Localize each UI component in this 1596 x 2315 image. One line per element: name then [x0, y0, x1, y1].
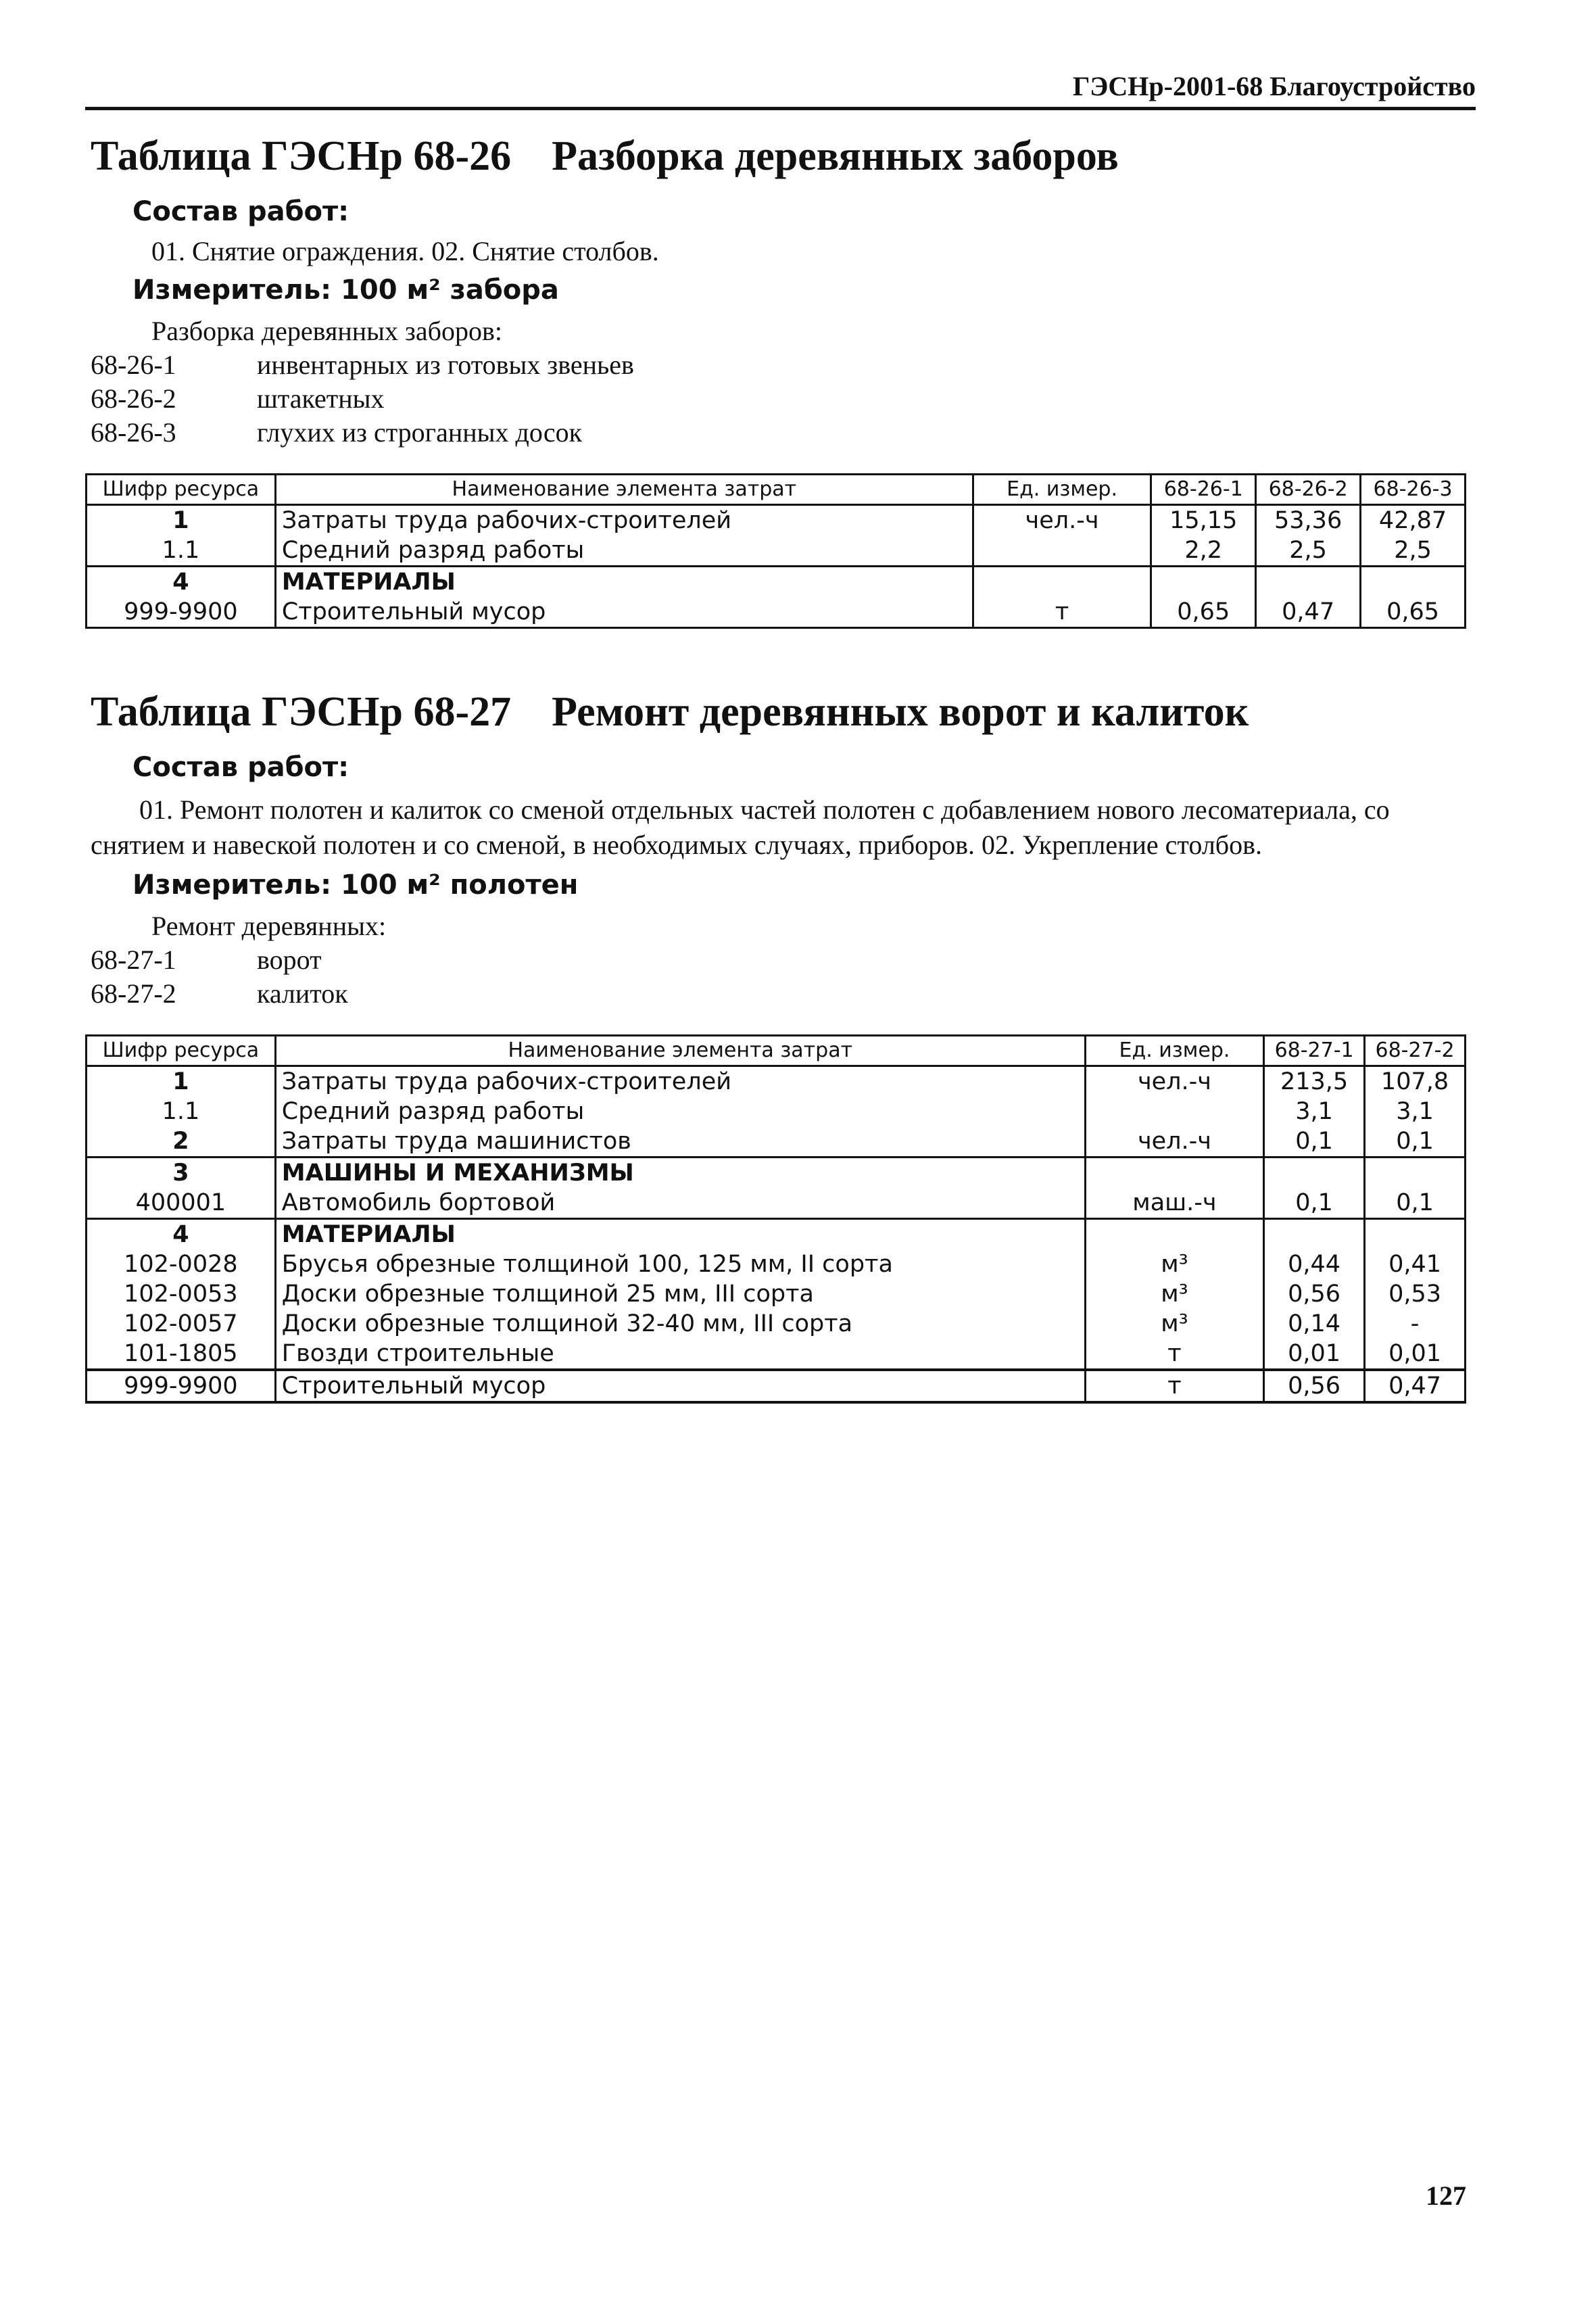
col-header: Ед. измер.: [1085, 1036, 1263, 1066]
cell-code: 102-0053: [87, 1279, 276, 1309]
cell-value: 2,5: [1361, 535, 1466, 567]
cell-name: Строительный мусор: [275, 597, 973, 628]
cell-unit: т: [1085, 1339, 1263, 1370]
cell-value: [1256, 567, 1361, 598]
cell-name: МАШИНЫ И МЕХАНИЗМЫ: [275, 1158, 1085, 1189]
cell-value: 107,8: [1365, 1066, 1466, 1097]
cell-value: [1151, 567, 1256, 598]
cell-unit: [973, 535, 1151, 567]
cell-unit: маш.-ч: [1085, 1188, 1263, 1219]
item-desc: штакетных: [257, 383, 385, 414]
cell-name: Брусья обрезные толщиной 100, 125 мм, II сорта: [275, 1249, 1085, 1279]
table-row: [87, 1158, 1466, 1189]
col-header: 68-27-1: [1264, 1036, 1365, 1066]
table2-title: [91, 688, 1249, 736]
table2-header-row: [87, 1036, 1466, 1066]
cell-value: [1365, 1219, 1466, 1250]
cell-unit: [1085, 1219, 1263, 1250]
table1-header-row: [87, 475, 1466, 505]
item-code: 68-26-2: [91, 383, 176, 414]
col-header: 68-27-2: [1365, 1036, 1466, 1066]
cell-unit: м³: [1085, 1279, 1263, 1309]
table2-measure: Измеритель: 100 м² полотен: [132, 869, 579, 901]
cell-name: Затраты труда рабочих-строителей: [275, 1066, 1085, 1097]
col-header: Ед. измер.: [973, 475, 1151, 505]
table1-item: [91, 349, 634, 381]
cell-value: 0,14: [1264, 1309, 1365, 1339]
cell-code: 1.1: [87, 1097, 276, 1126]
col-header: 68-26-3: [1361, 475, 1466, 505]
table1-title: [91, 133, 1119, 181]
cell-value: 0,1: [1264, 1126, 1365, 1158]
cell-name: Средний разряд работы: [275, 535, 973, 567]
cell-code: 4: [87, 567, 276, 598]
table2-item: [91, 944, 322, 976]
item-code: 68-27-2: [91, 978, 176, 1009]
table-row: [87, 1188, 1466, 1219]
cell-value: 42,87: [1361, 505, 1466, 536]
cell-value: 0,56: [1264, 1370, 1365, 1402]
table-row: [87, 505, 1466, 536]
table-row: [87, 1066, 1466, 1097]
cell-code: 1.1: [87, 535, 276, 567]
table1-work-heading: Состав работ:: [132, 196, 349, 227]
col-header: 68-26-1: [1151, 475, 1256, 505]
cell-value: 0,01: [1264, 1339, 1365, 1370]
cell-name: МАТЕРИАЛЫ: [275, 1219, 1085, 1250]
cell-value: 0,1: [1365, 1188, 1466, 1219]
item-code: 68-27-1: [91, 945, 176, 975]
table2-work-heading: Состав работ:: [132, 752, 349, 783]
cell-value: 0,01: [1365, 1339, 1466, 1370]
cell-value: 0,41: [1365, 1249, 1466, 1279]
cell-value: [1264, 1158, 1365, 1189]
cell-value: 213,5: [1264, 1066, 1365, 1097]
table-row: [87, 1219, 1466, 1250]
col-header: Шифр ресурса: [87, 475, 276, 505]
cell-code: 1: [87, 505, 276, 536]
cell-value: 0,47: [1256, 597, 1361, 628]
cell-name: Затраты труда рабочих-строителей: [275, 505, 973, 536]
cell-code: 3: [87, 1158, 276, 1189]
table2-intro: Ремонт деревянных:: [151, 911, 387, 941]
cell-value: 0,1: [1365, 1126, 1466, 1158]
cell-value: [1361, 567, 1466, 598]
table2-title-name: Ремонт деревянных ворот и калиток: [552, 689, 1249, 735]
cell-value: 0,1: [1264, 1188, 1365, 1219]
col-header: Наименование элемента затрат: [275, 475, 973, 505]
item-desc: глухих из строганных досок: [257, 417, 583, 448]
cell-code: 999-9900: [87, 1370, 276, 1402]
table1-title-name: Разборка деревянных заборов: [552, 133, 1119, 179]
cell-value: 3,1: [1264, 1097, 1365, 1126]
cell-code: 4: [87, 1219, 276, 1250]
table2-title-code: Таблица ГЭСНр 68-27: [91, 689, 512, 735]
cell-name: Затраты труда машинистов: [275, 1126, 1085, 1158]
cell-code: 999-9900: [87, 597, 276, 628]
cell-name: Строительный мусор: [275, 1370, 1085, 1402]
item-desc: калиток: [257, 978, 348, 1009]
table2-item: [91, 978, 348, 1009]
cell-unit: т: [1085, 1370, 1263, 1402]
cell-unit: т: [973, 597, 1151, 628]
table1-title-code: Таблица ГЭСНр 68-26: [91, 133, 512, 179]
cell-code: 102-0028: [87, 1249, 276, 1279]
cell-name: МАТЕРИАЛЫ: [275, 567, 973, 598]
cell-code: 400001: [87, 1188, 276, 1219]
cell-name: Гвозди строительные: [275, 1339, 1085, 1370]
cell-unit: [1085, 1158, 1263, 1189]
cell-code: 101-1805: [87, 1339, 276, 1370]
item-code: 68-26-3: [91, 417, 176, 448]
table-row: [87, 1097, 1466, 1126]
table2-grid: [85, 1034, 1466, 1404]
cell-name: Доски обрезные толщиной 32-40 мм, III сорта: [275, 1309, 1085, 1339]
cell-value: 0,56: [1264, 1279, 1365, 1309]
cell-unit: [1085, 1097, 1263, 1126]
table1-measure: Измеритель: 100 м² забора: [132, 275, 559, 306]
cell-name: Средний разряд работы: [275, 1097, 1085, 1126]
cell-unit: чел.-ч: [973, 505, 1151, 536]
col-header: Наименование элемента затрат: [275, 1036, 1085, 1066]
table-row: [87, 1126, 1466, 1158]
col-header: 68-26-2: [1256, 475, 1361, 505]
running-header: ГЭСНр-2001-68 Благоустройство: [1072, 71, 1476, 101]
cell-unit: м³: [1085, 1249, 1263, 1279]
cell-value: [1264, 1219, 1365, 1250]
cell-name: Автомобиль бортовой: [275, 1188, 1085, 1219]
cell-value: 0,53: [1365, 1279, 1466, 1309]
table2-work-text: 01. Ремонт полотен и калиток со сменой отдельных частей полотен с добавлением нового лесоматериала, со снятием и навеской полотен и со сменой, в необходимых случаях, приборов. 02. Укрепление столбов.: [91, 794, 1390, 860]
table1-item: [91, 416, 582, 448]
table1-item: [91, 383, 384, 414]
item-code: 68-26-1: [91, 350, 176, 380]
cell-unit: чел.-ч: [1085, 1126, 1263, 1158]
cell-unit: [973, 567, 1151, 598]
cell-value: 15,15: [1151, 505, 1256, 536]
table-row: [87, 597, 1466, 628]
cell-unit: чел.-ч: [1085, 1066, 1263, 1097]
cell-value: 0,47: [1365, 1370, 1466, 1402]
table1-intro: Разборка деревянных заборов:: [151, 316, 502, 346]
page-number: 127: [1426, 2180, 1466, 2211]
cell-code: 2: [87, 1126, 276, 1158]
table-row: [87, 535, 1466, 567]
header-rule: [85, 107, 1476, 110]
cell-code: 102-0057: [87, 1309, 276, 1339]
cell-value: -: [1365, 1309, 1466, 1339]
table-row: [87, 1370, 1466, 1402]
table1-grid: [85, 473, 1466, 629]
cell-value: [1365, 1158, 1466, 1189]
item-desc: инвентарных из готовых звеньев: [257, 350, 634, 380]
cell-value: 0,44: [1264, 1249, 1365, 1279]
table-row: [87, 1249, 1466, 1279]
col-header: Шифр ресурса: [87, 1036, 276, 1066]
table-row: [87, 1309, 1466, 1339]
cell-unit: м³: [1085, 1309, 1263, 1339]
item-desc: ворот: [257, 945, 322, 975]
table-row: [87, 1279, 1466, 1309]
cell-value: 2,2: [1151, 535, 1256, 567]
cell-value: 0,65: [1151, 597, 1256, 628]
table-row: [87, 567, 1466, 598]
cell-value: 0,65: [1361, 597, 1466, 628]
cell-value: 3,1: [1365, 1097, 1466, 1126]
table-row: [87, 1339, 1466, 1370]
cell-name: Доски обрезные толщиной 25 мм, III сорта: [275, 1279, 1085, 1309]
cell-code: 1: [87, 1066, 276, 1097]
cell-value: 53,36: [1256, 505, 1361, 536]
cell-value: 2,5: [1256, 535, 1361, 567]
table1-work-text: 01. Снятие ограждения. 02. Снятие столбов.: [151, 236, 659, 266]
